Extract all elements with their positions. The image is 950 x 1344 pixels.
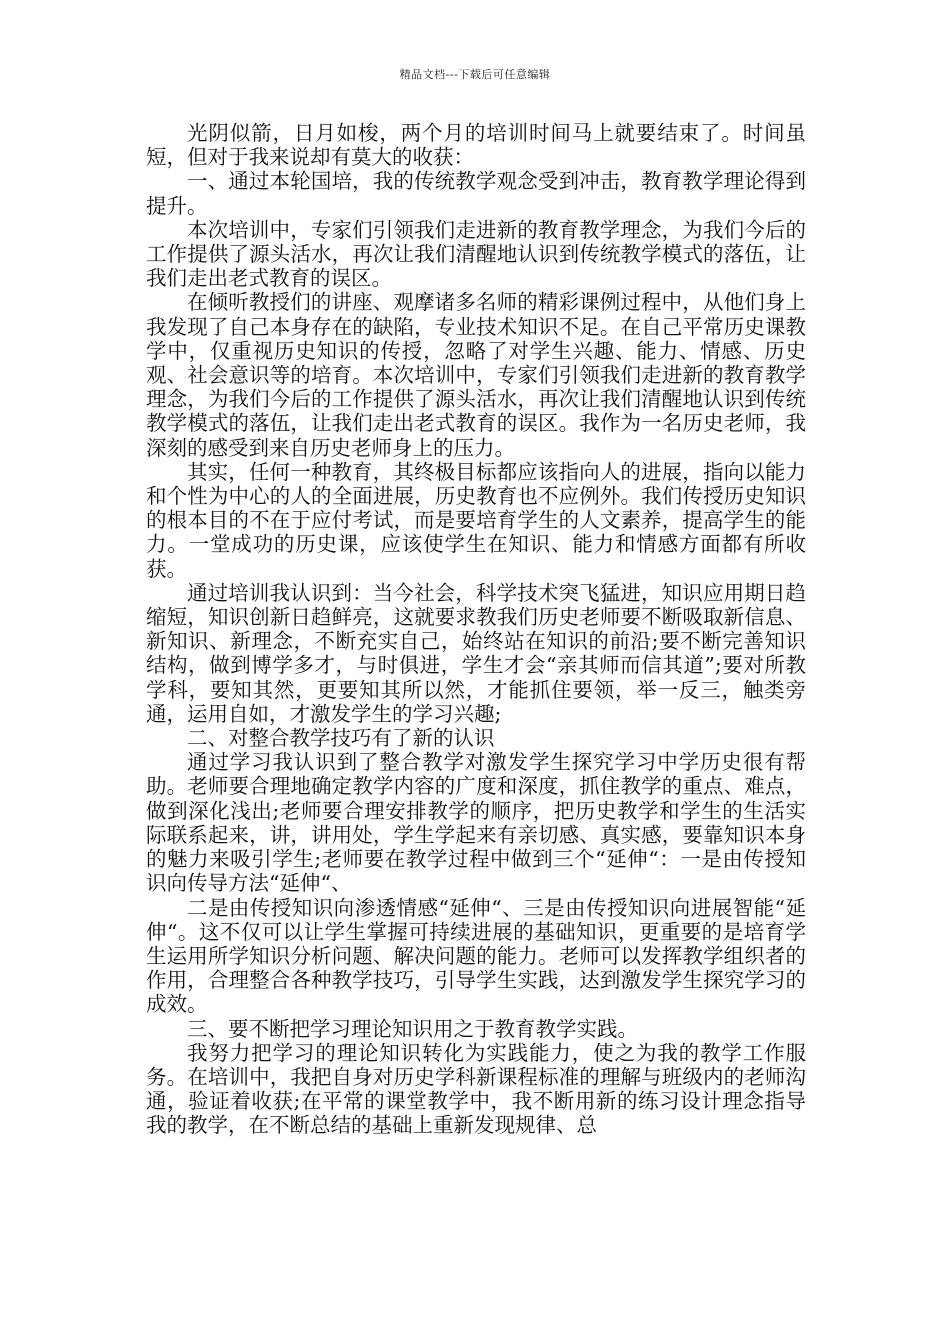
paragraph: 二是由传授知识向渗透情感“延伸“、三是由传授知识向进展智能“延伸“。这不仅可以让学生掌握可持续进展的基础知识，更重要的是培育学生运用所学知识分析问题、解决问题的能力。老师可以发挥教学组织者的作用，合理整合各种教学技巧，引导学生实践，达到激发学生探究学习的成效。 [146,895,806,1017]
paragraph: 其实，任何一种教育，其终极目标都应该指向人的进展，指向以能力和个性为中心的人的全面进展，历史教育也不应例外。我们传授历史知识的根本目的不在于应付考试，而是要培育学生的人文素养，提高学生的能力。一堂成功的历史课，应该使学生在知识、能力和情感方面都有所收获。 [146,459,806,581]
page-header: 精品文档---下载后可任意编辑 [399,68,551,81]
paragraph: 通过培训我认识到：当今社会，科学技术突飞猛进，知识应用期日趋缩短，知识创新日趋鲜亮，这就要求教我们历史老师要不断吸取新信息、新知识、新理念，不断充实自己，始终站在知识的前沿;要不断完善知识结构，做到博学多才，与时俱进，学生才会“亲其师而信其道”;要对所教学科，要知其然，更要知其所以然，才能抓住要领，举一反三，触类旁通，运用自如，才激发学生的学习兴趣; [146,580,806,726]
heading-section-1: 一、通过本轮国培，我的传统教学观念受到冲击，教育教学理论得到提升。 [146,169,806,218]
heading-section-3: 三、要不断把学习理论知识用之于教育教学实践。 [187,1016,638,1041]
paragraph: 在倾听教授们的讲座、观摩诸多名师的精彩课例过程中，从他们身上我发现了自己本身存在的缺陷，专业技术知识不足。在自己平常历史课教学中，仅重视历史知识的传授，忽略了对学生兴趣、能力、情感、历史观、社会意识等的培育。本次培训中，专家们引领我们走进新的教育教学理念，为我们今后的工作提供了源头活水，再次让我们清醒地认识到传统教学模式的落伍，让我们走出老式教育的误区。我作为一名历史老师，我深刻的感受到来自历史老师身上的压力。 [146,290,806,460]
document-body [146,121,806,1138]
heading-section-2: 二、对整合教学技巧有了新的认识 [187,726,495,751]
paragraph: 通过学习我认识到了整合教学对激发学生探究学习中学历史很有帮助。老师要合理地确定教学内容的广度和深度，抓住教学的重点、难点，做到深化浅出;老师要合理安排教学的顺序，把历史教学和学生的生活实际联系起来，讲，讲用处，学生学起来有亲切感、真实感，要靠知识本身的魅力来吸引学生;老师要在教学过程中做到三个“延伸“：一是由传授知识向传导方法“延伸“、 [146,750,806,896]
paragraph-intro: 光阴似箭，日月如梭，两个月的培训时间马上就要结束了。时间虽短，但对于我来说却有莫大的收获： [146,121,806,170]
paragraph: 我努力把学习的理论知识转化为实践能力，使之为我的教学工作服务。在培训中，我把自身对历史学科新课程标准的理解与班级内的老师沟通，验证着收获;在平常的课堂教学中，我不断用新的练习设计理念指导我的教学，在不断总结的基础上重新发现规律、总 [146,1040,806,1138]
paragraph: 本次培训中，专家们引领我们走进新的教育教学理念，为我们今后的工作提供了源头活水，再次让我们清醒地认识到传统教学模式的落伍，让我们走出老式教育的误区。 [146,217,806,291]
